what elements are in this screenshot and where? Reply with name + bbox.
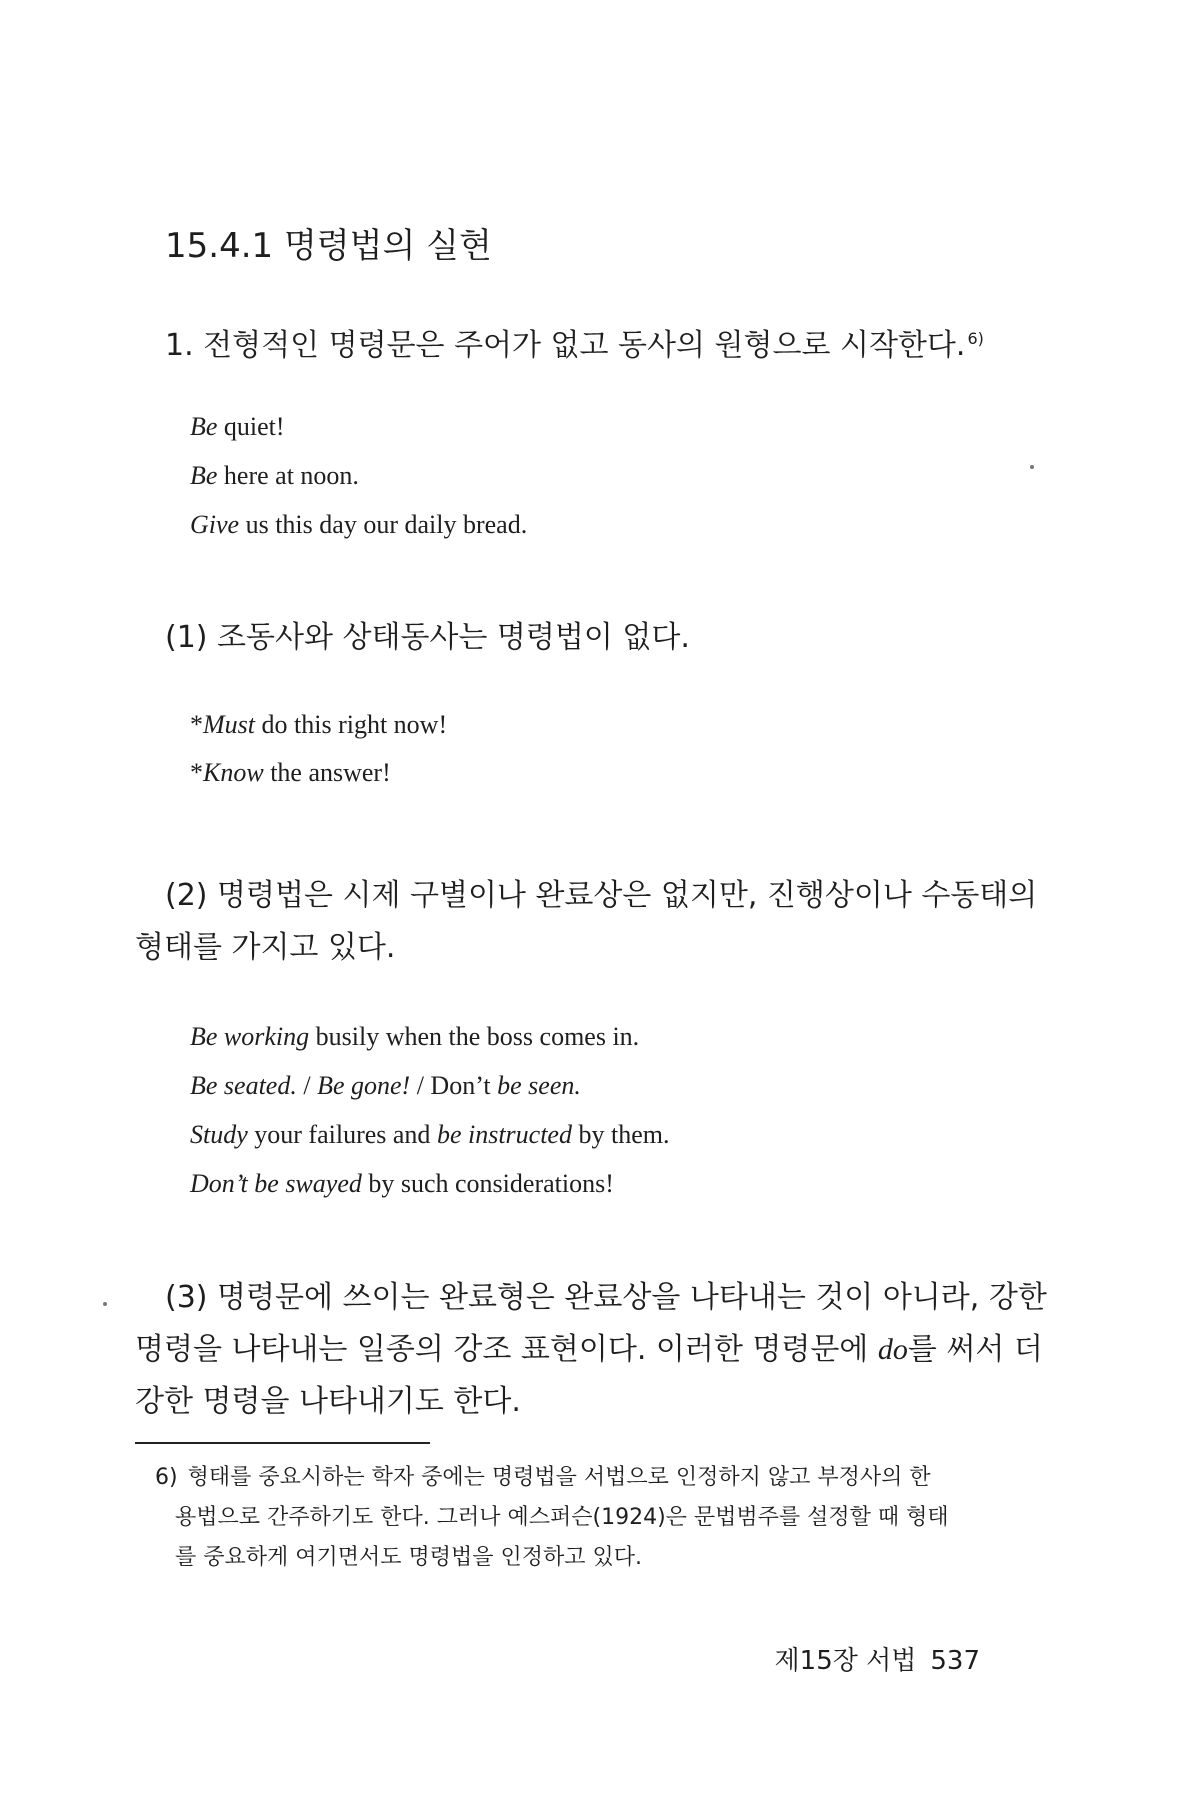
example-italic: be seen. bbox=[497, 1071, 581, 1100]
footnote bbox=[155, 1458, 1015, 1578]
example-line bbox=[190, 510, 527, 540]
example-text: do this right now! bbox=[255, 710, 448, 739]
example-text: busily when the boss comes in. bbox=[309, 1022, 640, 1051]
example-line bbox=[190, 461, 359, 491]
example-line bbox=[190, 1169, 614, 1199]
example-italic: be instructed bbox=[436, 1120, 572, 1149]
example-italic: Study bbox=[190, 1120, 248, 1149]
example-italic: Be bbox=[190, 412, 218, 441]
subsection-3-text: 명령을 나타내는 일종의 강조 표현이다. 이러한 명령문에 bbox=[135, 1332, 878, 1367]
example-italic: Be working bbox=[190, 1022, 310, 1051]
example-line bbox=[190, 1071, 581, 1101]
example-line bbox=[190, 412, 285, 442]
example-text: by such considerations! bbox=[361, 1169, 614, 1198]
example-line bbox=[190, 1120, 669, 1150]
example-text: the answer! bbox=[263, 758, 391, 787]
example-text: quiet! bbox=[217, 412, 285, 441]
asterisk-mark: * bbox=[190, 758, 203, 787]
section-heading: 15.4.1 명령법의 실현 bbox=[165, 226, 492, 266]
footnote-number: 6) bbox=[155, 1465, 178, 1490]
subsection-3-italic: do bbox=[877, 1333, 908, 1366]
example-text: by them. bbox=[571, 1120, 670, 1149]
footnote-line: 용법으로 간주하기도 한다. 그러나 예스퍼슨(1924)은 문법범주를 설정할 때 형태 bbox=[175, 1505, 949, 1530]
subsection-3-line1: (3) 명령문에 쓰이는 완료형은 완료상을 나타내는 것이 아니라, 강한 bbox=[165, 1280, 1047, 1315]
subsection-3-line3: 강한 명령을 나타내기도 한다. bbox=[135, 1384, 521, 1419]
subsection-3-text: 를 써서 더 bbox=[907, 1332, 1043, 1367]
footnote-ref: 6) bbox=[967, 329, 984, 348]
page-number: 537 bbox=[930, 1646, 980, 1676]
footnote-text: 형태를 중요시하는 학자 중에는 명령법을 서법으로 인정하지 않고 부정사의 한 bbox=[187, 1465, 931, 1490]
example-text: / Don’t bbox=[410, 1071, 498, 1100]
subsection-1: (1) 조동사와 상태동사는 명령법이 없다. bbox=[165, 620, 690, 655]
example-italic: Know bbox=[203, 758, 264, 787]
footnote-line: 를 중요하게 여기면서도 명령법을 인정하고 있다. bbox=[175, 1545, 643, 1570]
chapter-label: 제15장 서법 bbox=[774, 1646, 917, 1676]
footnote-divider bbox=[135, 1442, 430, 1444]
footnote-line bbox=[155, 1458, 1015, 1498]
example-text: here at noon. bbox=[217, 461, 359, 490]
example-italic: Be bbox=[190, 461, 218, 490]
subsection-3-line2 bbox=[135, 1324, 1043, 1368]
subsection-2-line1: (2) 명령법은 시제 구별이나 완료상은 없지만, 진행상이나 수동태의 bbox=[165, 878, 1038, 913]
example-italic: Don’t be swayed bbox=[190, 1169, 362, 1198]
example-italic: Be seated. bbox=[190, 1071, 297, 1100]
example-text: / bbox=[296, 1071, 318, 1100]
example-italic: Be gone! bbox=[317, 1071, 411, 1100]
example-text: us this day our daily bread. bbox=[239, 510, 528, 539]
subsection-2-line2: 형태를 가지고 있다. bbox=[135, 930, 396, 965]
example-text: your failures and bbox=[247, 1120, 437, 1149]
example-line bbox=[190, 710, 447, 740]
example-line bbox=[190, 1022, 639, 1052]
paragraph-1 bbox=[165, 320, 984, 364]
paragraph-1-text: 1. 전형적인 명령문은 주어가 없고 동사의 원형으로 시작한다. bbox=[165, 328, 966, 363]
example-italic: Give bbox=[190, 510, 240, 539]
asterisk-mark: * bbox=[190, 710, 203, 739]
scan-speck bbox=[103, 1302, 107, 1306]
scan-speck bbox=[1030, 465, 1034, 469]
example-line bbox=[190, 758, 391, 788]
example-italic: Must bbox=[203, 710, 255, 739]
running-footer bbox=[775, 1640, 980, 1677]
